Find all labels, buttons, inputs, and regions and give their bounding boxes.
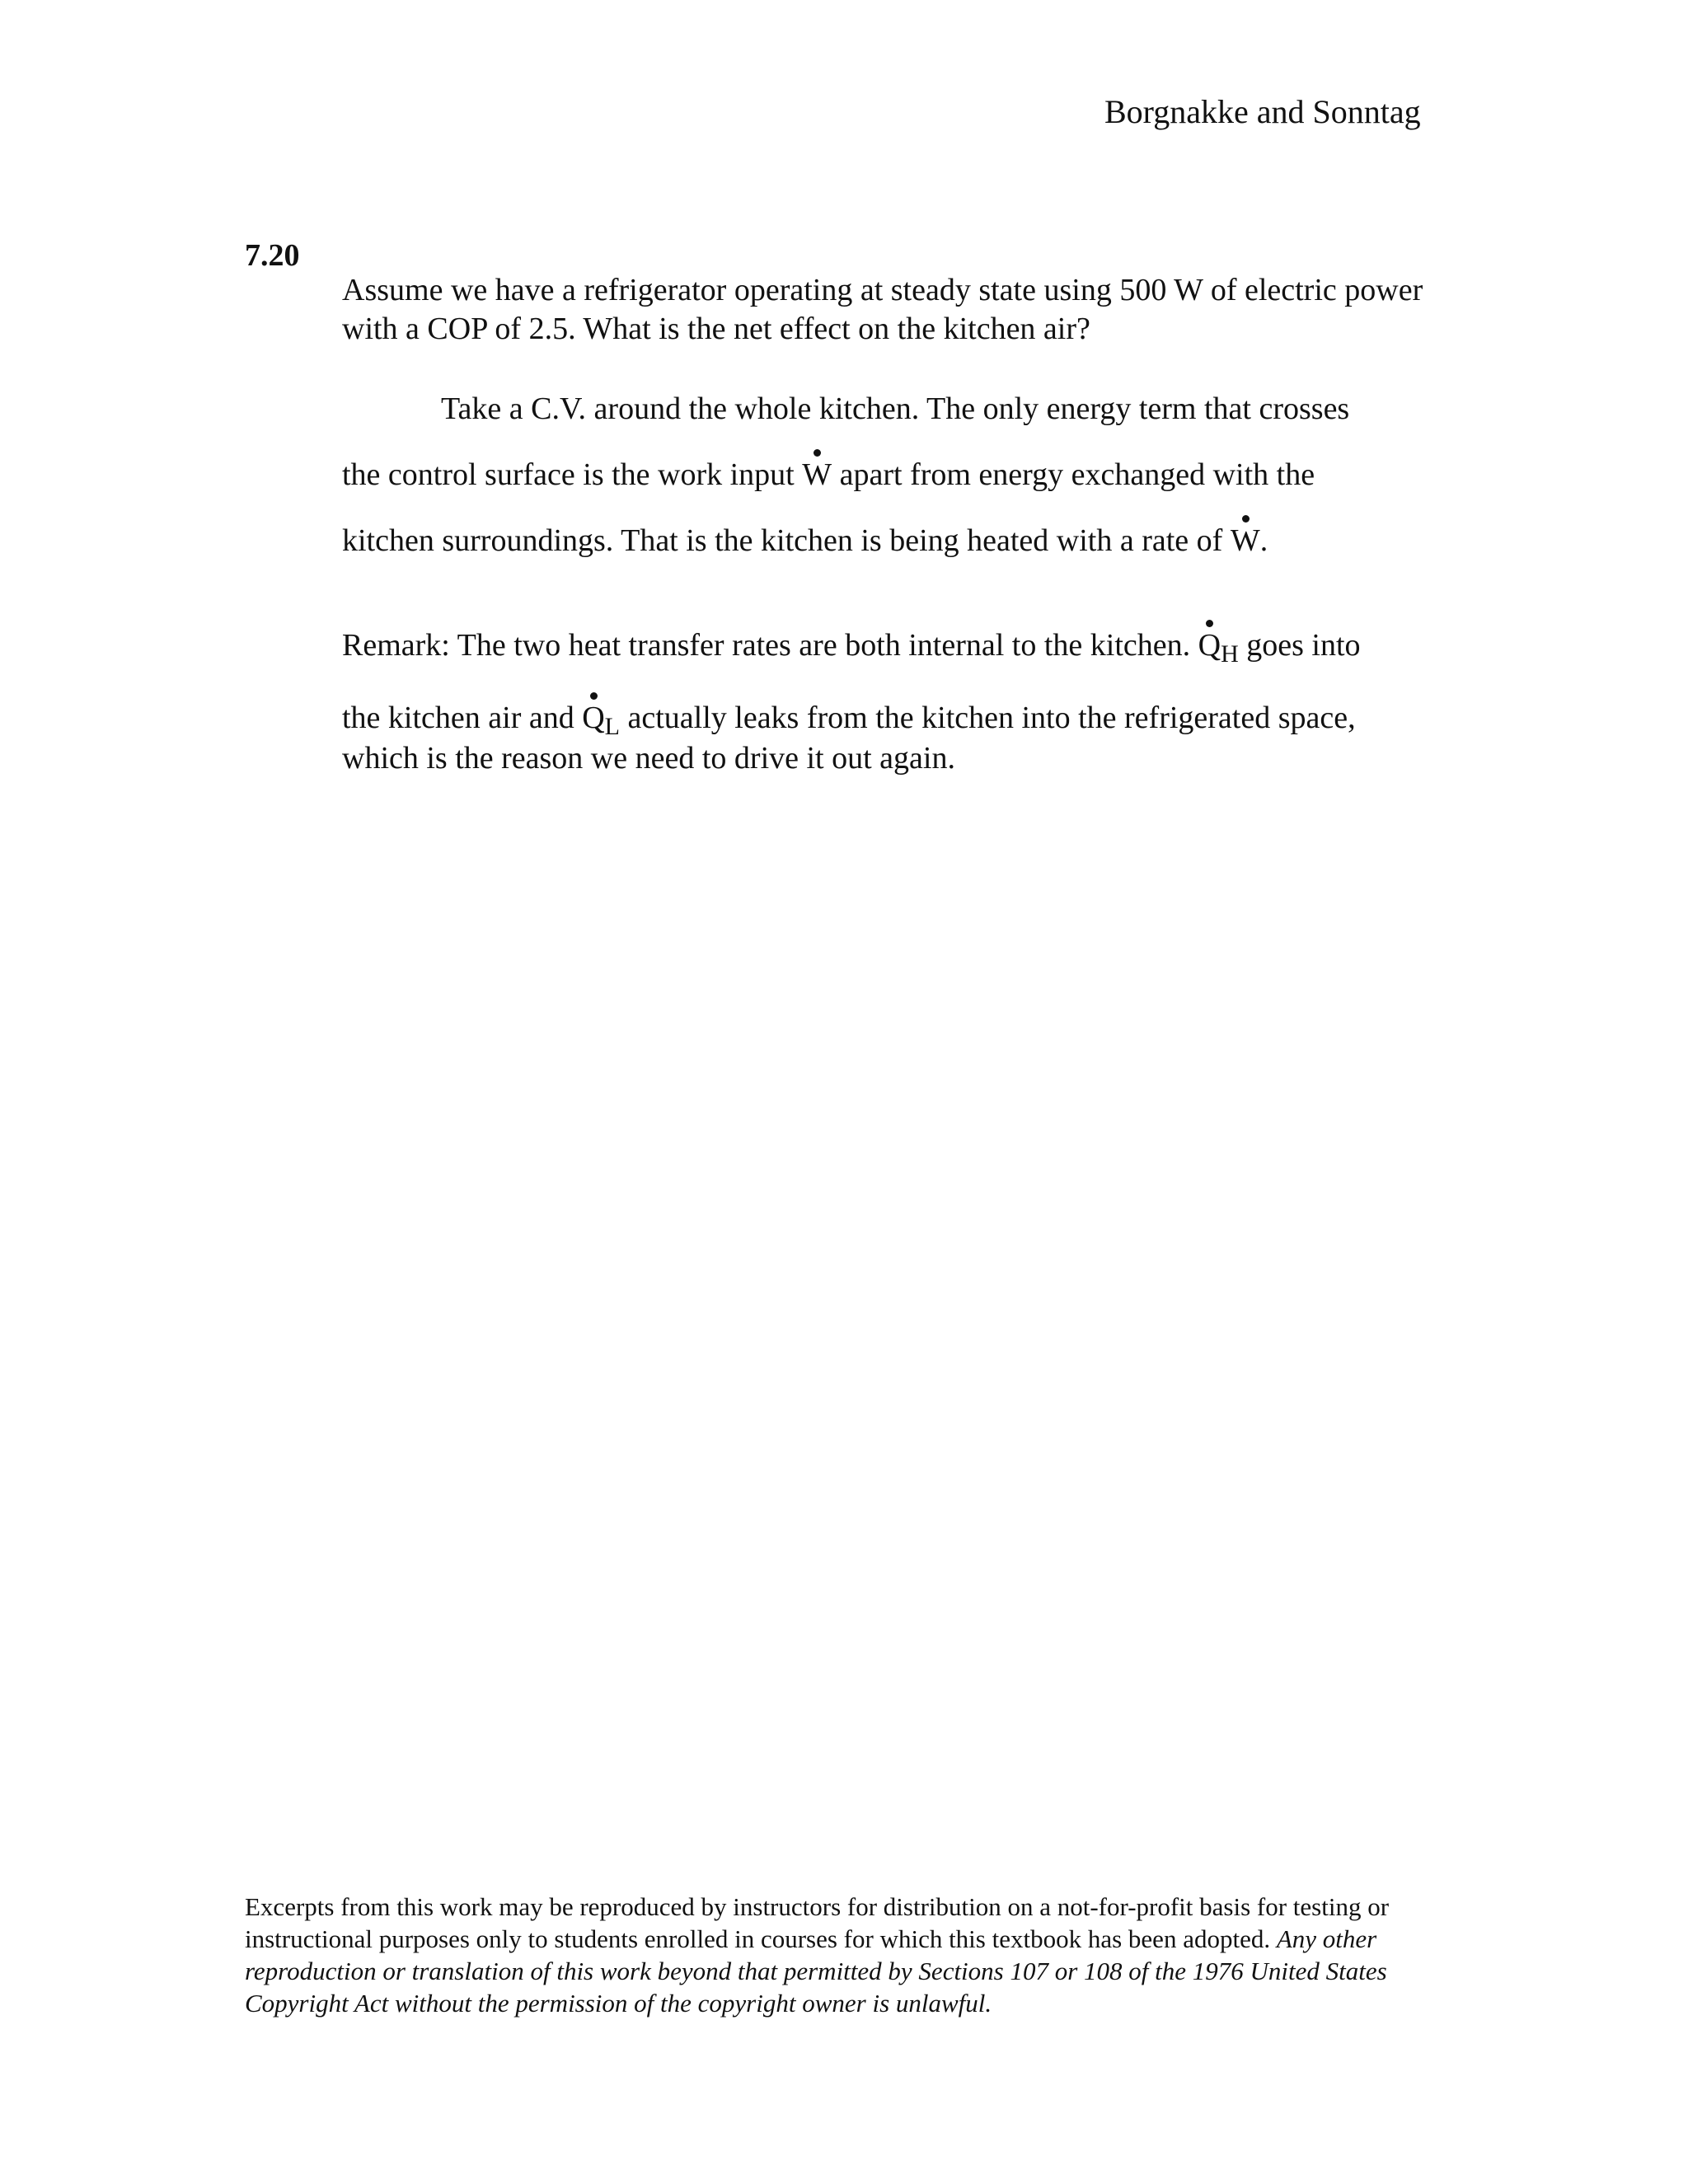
subscript-h: H — [1221, 640, 1239, 668]
work-symbol-letter: W — [1230, 523, 1260, 558]
remark-line-1 — [342, 626, 1361, 667]
remark-text-2a: the kitchen air and — [342, 701, 583, 735]
overdot-mark — [1242, 515, 1250, 523]
work-symbol-letter: W — [802, 457, 832, 492]
remark-line-3: which is the reason we need to drive it out again. — [342, 741, 955, 776]
solution-line-1 — [342, 390, 1349, 429]
solution-line-3 — [342, 522, 1268, 560]
remark-text-2b: actually leaks from the kitchen into the refrigerated space, — [620, 701, 1356, 735]
remark-text-1a: Remark: The two heat transfer rates are both internal to the kitchen. — [342, 628, 1198, 663]
solution-text-2a: the control surface is the work input — [342, 457, 803, 492]
solution-line-2 — [342, 456, 1315, 494]
remark-text-1b: goes into — [1238, 628, 1361, 663]
problem-question: Assume we have a refrigerator operating at steady state using 500 W of electric power with a COP of 2.5. What is the net effect on the kitchen air? — [342, 273, 1423, 346]
remark-line-2 — [342, 699, 1356, 739]
solution-text-2b: apart from energy exchanged with the — [832, 457, 1315, 492]
overdot-mark — [590, 692, 598, 700]
footer-text-italic: Any other reproduction or translation of this work beyond that permitted by Sections 107 or 108 of the 1976 United States Copyright Act without the permission of the copyright owner is unlawful. — [245, 1924, 1387, 2018]
heat-rate-low-symbol — [582, 699, 604, 738]
heat-symbol-letter: Q — [582, 701, 605, 735]
copyright-footer — [245, 1891, 1448, 2019]
solution-text-3a: kitchen surroundings. That is the kitchen is being heated with a rate of — [342, 523, 1231, 558]
problem-number: 7.20 — [245, 238, 300, 273]
solution-text-1: Take a C.V. around the whole kitchen. The only energy term that crosses — [441, 391, 1350, 426]
footer-text-normal: Excerpts from this work may be reproduced by instructors for distribution on a not-for-profit basis for testing or instructional purposes only to students enrolled in courses for which this textbook has been adopted. — [245, 1892, 1390, 1953]
heat-symbol-letter: Q — [1198, 628, 1221, 663]
work-rate-symbol — [1231, 522, 1260, 560]
running-header-authors: Borgnakke and Sonntag — [1104, 93, 1421, 130]
subscript-l: L — [604, 713, 620, 740]
overdot-mark — [1206, 620, 1213, 627]
overdot-mark — [814, 449, 821, 457]
solution-text-3b: . — [1259, 523, 1268, 558]
heat-rate-high-symbol — [1198, 626, 1221, 665]
work-rate-symbol — [802, 456, 832, 494]
